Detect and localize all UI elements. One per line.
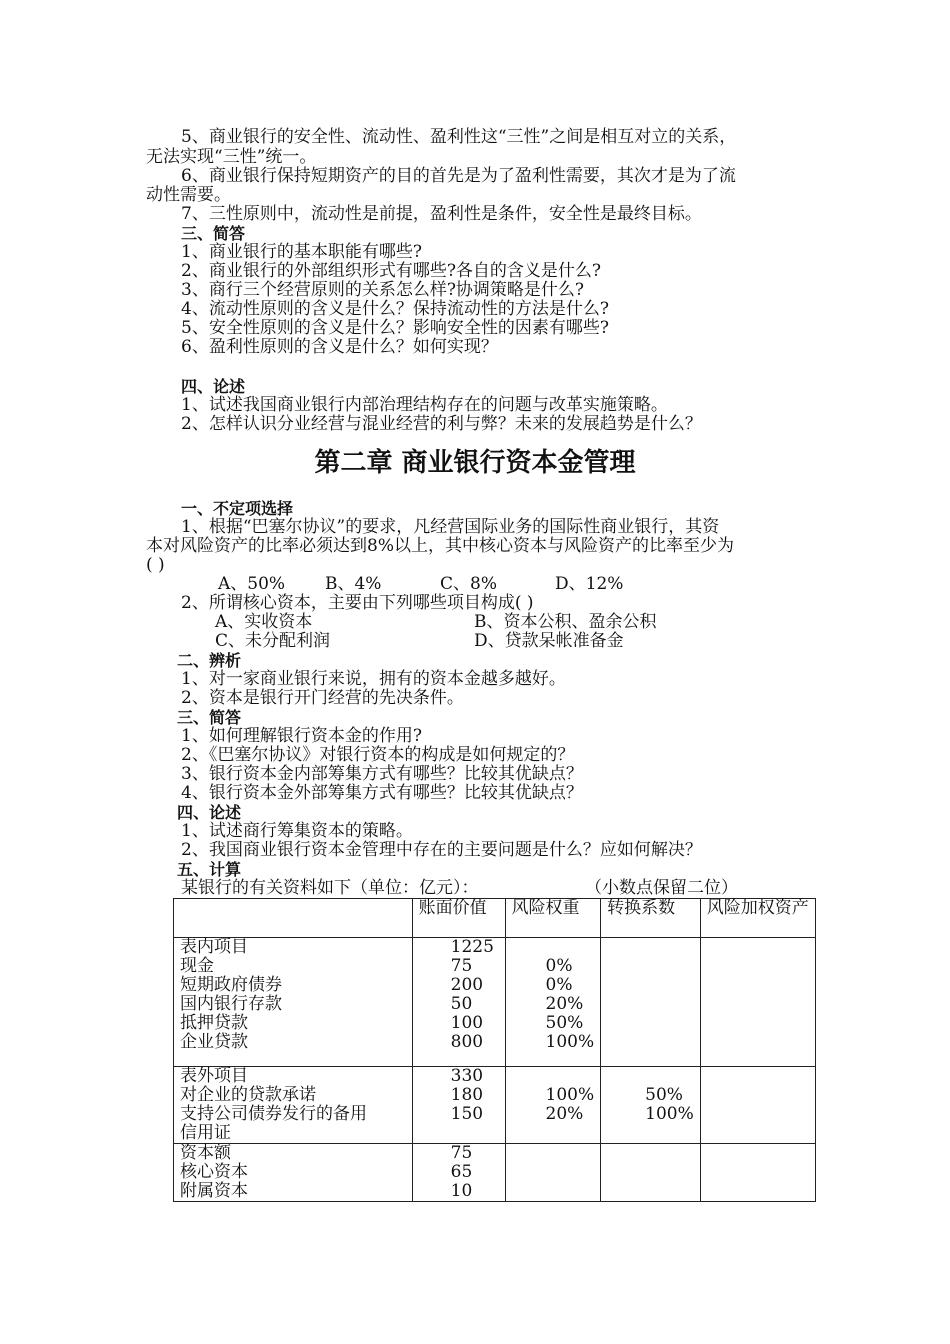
q1-option-d: D、12%	[555, 574, 624, 594]
ch2-question-1-line3: ( )	[146, 555, 165, 575]
on-balance-rwa	[700, 938, 815, 1067]
capital-weights	[505, 1144, 601, 1202]
on-balance-label: 企业贷款	[180, 1032, 248, 1052]
on-balance-factors	[601, 938, 701, 1067]
on-balance-label: 国内银行存款	[180, 994, 282, 1014]
chapter-title: 第二章 商业银行资本金管理	[314, 448, 636, 478]
on-balance-labels	[174, 938, 413, 1067]
header-cell-book-value: 账面价值	[412, 899, 505, 938]
ch2-essay-2: 2、我国商业银行资本金管理中存在的主要问题是什么？应如何解决？	[181, 840, 702, 860]
ch1-short-answer-5: 5、安全性原则的含义是什么？影响安全性的因素有哪些?	[181, 318, 609, 338]
off-balance-weights	[505, 1067, 601, 1144]
judgment-item-5-line2: 无法实现“三性”统一。	[146, 147, 317, 167]
q1-option-b: B、4%	[325, 574, 382, 594]
off-balance-value: 180	[450, 1085, 484, 1105]
ch1-short-answer-4: 4、流动性原则的含义是什么？保持流动性的方法是什么?	[181, 299, 609, 319]
header-cell-risk-weighted-assets: 风险加权资产	[700, 899, 815, 938]
on-balance-weight: 0%	[545, 975, 573, 995]
capital-labels	[174, 1144, 413, 1202]
calc-intro: 某银行的有关资料如下（单位：亿元）：	[181, 878, 479, 898]
capital-values	[412, 1144, 505, 1202]
ch2-short-answer-1: 1、如何理解银行资本金的作用?	[181, 726, 422, 746]
ch2-essay-1: 1、试述商行筹集资本的策略。	[181, 821, 413, 841]
ch2-question-1-line2: 本对风险资产的比率必须达到8%以上，其中核心资本与风险资产的比率至少为	[146, 536, 734, 556]
ch1-short-answer-1: 1、商业银行的基本职能有哪些?	[181, 242, 422, 262]
on-balance-weight: 0%	[545, 956, 573, 976]
on-balance-weight: 20%	[545, 994, 584, 1014]
off-balance-values	[412, 1067, 505, 1144]
ch2-short-answer-4: 4、银行资本金外部筹集方式有哪些？比较其优缺点？	[181, 783, 583, 803]
ch2-section-analysis-title: 二、辨析	[177, 651, 242, 670]
q1-option-c: C、8%	[440, 574, 497, 594]
off-balance-factor: 100%	[645, 1104, 694, 1124]
ch2-section-short-answer-title: 三、简答	[177, 708, 242, 727]
ch1-essay-2: 2、怎样认识分业经营与混业经营的利与弊？未来的发展趋势是什么？	[181, 414, 702, 434]
capital-value: 10	[450, 1181, 473, 1201]
table-header-row	[174, 899, 816, 938]
ch2-analysis-1: 1、对一家商业银行来说，拥有的资本金越多越好。	[181, 669, 566, 689]
capital-factors	[601, 1144, 701, 1202]
on-balance-label: 表内项目	[180, 937, 248, 957]
ch2-short-answer-2: 2、《巴塞尔协议》对银行资本的构成是如何规定的？	[181, 745, 575, 765]
judgment-item-6-line1: 6、商业银行保持短期资产的目的首先是为了盈利性需要，其次才是为了流	[181, 166, 736, 186]
ch1-essay-1: 1、试述我国商业银行内部治理结构存在的问题与改革实施策略。	[181, 395, 668, 415]
table-row-capital	[174, 1144, 816, 1202]
on-balance-value: 200	[450, 975, 484, 995]
capital-label: 附属资本	[180, 1181, 248, 1201]
header-cell-item	[174, 899, 413, 938]
q1-option-a: A、50%	[218, 574, 286, 594]
off-balance-weight: 100%	[545, 1085, 595, 1105]
judgment-item-7: 7、三性原则中，流动性是前提，盈利性是条件，安全性是最终目标。	[181, 204, 702, 224]
capital-label: 核心资本	[180, 1162, 248, 1182]
on-balance-label: 短期政府债券	[180, 975, 282, 995]
ch2-analysis-2: 2、资本是银行开门经营的先决条件。	[181, 688, 464, 708]
on-balance-value: 50	[450, 994, 473, 1014]
judgment-item-6-line2: 动性需要。	[146, 185, 231, 205]
on-balance-weight	[546, 938, 595, 957]
on-balance-value: 800	[450, 1032, 484, 1052]
capital-value: 75	[450, 1143, 473, 1163]
capital-rwa	[700, 1144, 815, 1202]
off-balance-labels	[174, 1067, 413, 1144]
ch2-section-essay-title: 四、论述	[177, 803, 242, 822]
off-balance-label: 信用证	[180, 1123, 231, 1143]
table-row-on-balance	[174, 938, 816, 1067]
on-balance-weight: 100%	[545, 1032, 595, 1052]
off-balance-value: 150	[450, 1104, 484, 1124]
off-balance-weight: 20%	[545, 1104, 584, 1124]
ch1-section-short-answer-title: 三、简答	[181, 224, 246, 243]
off-balance-weight	[546, 1067, 595, 1086]
q2-option-a: A、实收资本	[215, 612, 313, 632]
on-balance-weight: 50%	[545, 1013, 584, 1033]
q2-option-b: B、资本公积、盈余公积	[474, 612, 657, 632]
ch1-short-answer-6: 6、盈利性原则的含义是什么？如何实现？	[181, 337, 498, 357]
header-cell-risk-weight: 风险权重	[505, 899, 601, 938]
ch2-question-2: 2、所谓核心资本，主要由下列哪些项目构成( )	[181, 593, 534, 613]
on-balance-weights	[505, 938, 601, 1067]
judgment-item-5-line1: 5、商业银行的安全性、流动性、盈利性这“三性”之间是相互对立的关系，	[181, 127, 737, 147]
q2-option-d: D、贷款呆帐准备金	[474, 631, 624, 651]
on-balance-value: 1225	[450, 937, 494, 957]
off-balance-label: 对企业的贷款承诺	[180, 1085, 316, 1105]
ch1-section-essay-title: 四、论述	[181, 377, 246, 396]
ch1-short-answer-2: 2、商业银行的外部组织形式有哪些?各自的含义是什么?	[181, 261, 602, 281]
on-balance-values	[412, 938, 505, 1067]
off-balance-factors	[601, 1067, 701, 1144]
off-balance-factor	[645, 1067, 694, 1086]
on-balance-label: 抵押贷款	[180, 1013, 248, 1033]
risk-asset-table	[173, 898, 816, 1202]
capital-value: 65	[450, 1162, 473, 1182]
off-balance-label: 支持公司债券发行的备用	[180, 1104, 367, 1124]
ch2-short-answer-3: 3、银行资本金内部筹集方式有哪些？比较其优缺点？	[181, 764, 583, 784]
table-row-off-balance	[174, 1067, 816, 1144]
off-balance-value: 330	[450, 1066, 484, 1086]
ch1-short-answer-3: 3、商行三个经营原则的关系怎么样?协调策略是什么?	[181, 280, 585, 300]
off-balance-rwa	[700, 1067, 815, 1144]
on-balance-value: 75	[450, 956, 473, 976]
ch2-section-calc-title: 五、计算	[177, 860, 242, 879]
ch2-question-1-line1: 1、根据“巴塞尔协议”的要求，凡经营国际业务的国际性商业银行，其资	[181, 517, 720, 537]
off-balance-factor: 50%	[645, 1085, 683, 1105]
on-balance-label: 现金	[180, 956, 214, 976]
off-balance-label: 表外项目	[180, 1066, 248, 1086]
header-cell-conversion-factor: 转换系数	[601, 899, 701, 938]
q2-option-c: C、未分配利润	[215, 631, 331, 651]
on-balance-value: 100	[450, 1013, 484, 1033]
capital-label: 资本额	[180, 1143, 231, 1163]
ch2-section-choice-title: 一、不定项选择	[181, 499, 294, 518]
calc-note: （小数点保留二位）	[585, 878, 738, 898]
